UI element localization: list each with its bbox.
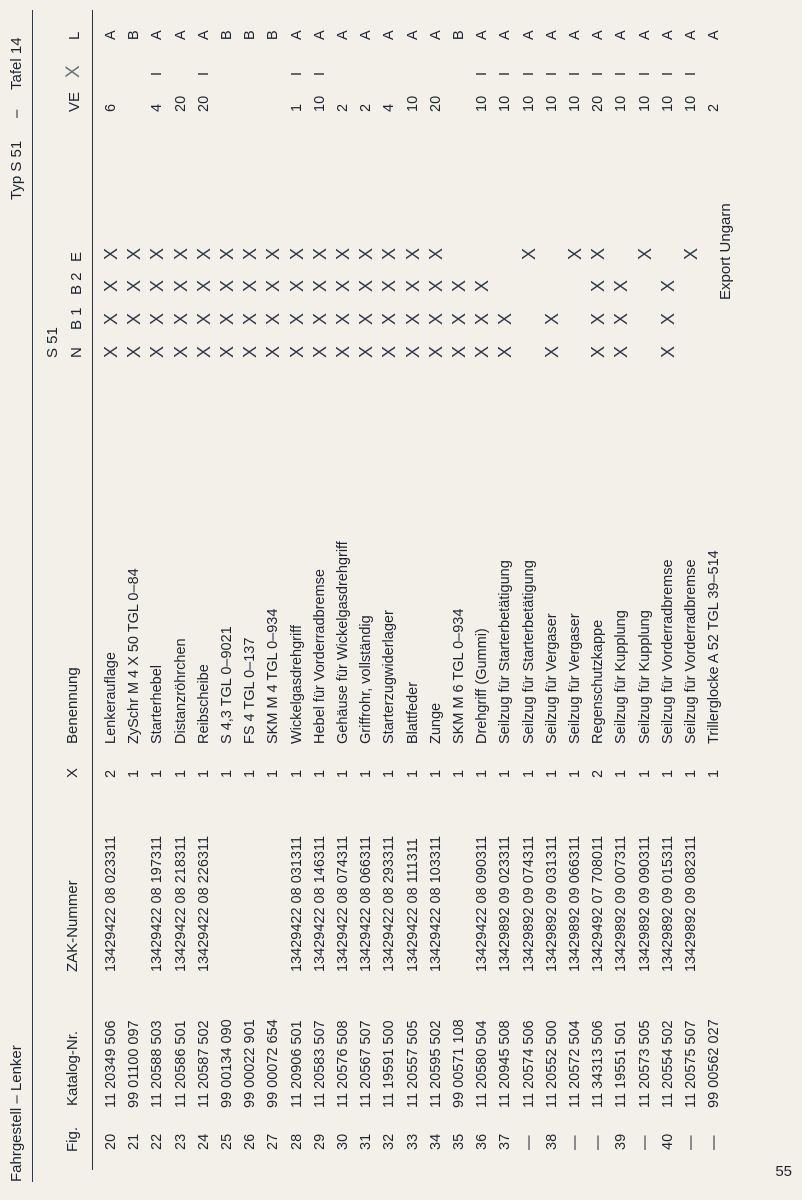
cell-ve: 10 [404, 95, 421, 112]
cell-name: Gehäuse für Wickelgasdrehgriff [335, 541, 351, 744]
variant-mark-e: X [193, 247, 214, 260]
cell-ve-marker: I [613, 71, 630, 76]
col-name: Benennung [64, 667, 81, 744]
cell-catalog-number: 99 00562 027 [706, 1019, 723, 1108]
cell-name: Reibscheibe [195, 664, 212, 744]
cell-ve: 10 [613, 95, 630, 112]
variant-mark-b2: X [170, 279, 191, 292]
cell-l: A [683, 30, 699, 40]
cell-fig: 39 [613, 1133, 630, 1150]
cell-catalog-number: 11 20554 502 [659, 1020, 676, 1108]
variant-mark-n: X [425, 345, 446, 358]
cell-zak-number: 13429422 08 218311 [172, 835, 189, 972]
footnote: Export Ungarn [717, 203, 734, 300]
cell-fig: 27 [265, 1133, 282, 1150]
variant-mark-e: X [356, 247, 377, 260]
cell-catalog-number: 11 20557 505 [404, 1020, 421, 1108]
variant-mark-e: X [286, 247, 307, 260]
cell-name: Zunge [427, 702, 444, 744]
variant-mark-b1: X [402, 312, 423, 325]
cell-l: A [288, 30, 305, 40]
cell-ve-marker: I [590, 71, 607, 76]
cell-zak-number: 13429422 08 197311 [149, 835, 166, 972]
cell-quantity: 1 [659, 769, 676, 778]
cell-quantity: 1 [683, 769, 699, 778]
cell-quantity: 1 [520, 769, 537, 778]
variant-mark-b1: X [657, 312, 678, 325]
variant-mark-n: X [402, 345, 423, 358]
variant-mark-b2: X [449, 279, 469, 292]
col-ve-x: X [63, 65, 84, 78]
variant-mark-b1: X [217, 312, 237, 325]
col-l: L [66, 31, 83, 40]
cell-quantity: 2 [590, 769, 607, 778]
page-number: 55 [775, 1163, 792, 1180]
cell-quantity: 1 [381, 769, 398, 778]
cell-ve-marker: I [567, 71, 583, 76]
cell-l: A [613, 30, 630, 40]
variant-mark-b2: X [193, 279, 214, 292]
cell-fig: — [520, 1135, 537, 1150]
cell-catalog-number: 11 20588 503 [149, 1020, 166, 1108]
variant-mark-b2: X [379, 279, 400, 292]
cell-catalog-number: 11 19551 501 [613, 1020, 630, 1108]
cell-quantity: 1 [126, 769, 143, 778]
variant-mark-b2: X [240, 279, 261, 292]
cell-quantity: 1 [172, 769, 189, 778]
cell-ve: 10 [474, 95, 491, 112]
variant-mark-b2: X [425, 279, 446, 292]
cell-ve: 10 [520, 95, 537, 112]
cell-name: Seilzug für Kupplung [636, 610, 653, 744]
cell-catalog-number: 11 20552 500 [543, 1020, 560, 1108]
cell-catalog-number: 11 20567 507 [358, 1020, 375, 1108]
variant-mark-b2: X [124, 279, 145, 292]
cell-catalog-number: 11 20587 502 [195, 1020, 212, 1108]
cell-quantity: 1 [288, 769, 305, 778]
variant-mark-b1: X [449, 312, 469, 325]
cell-ve: 1 [288, 103, 305, 112]
type-label: Typ S 51 [8, 140, 25, 200]
cell-name: Drehgriff (Gummi) [474, 628, 491, 744]
variant-mark-e: X [240, 247, 261, 260]
cell-quantity: 1 [195, 769, 212, 778]
cell-name: Hebel für Vorderradbremse [311, 569, 328, 744]
variant-mark-n: X [124, 345, 145, 358]
variant-mark-b1: X [170, 312, 191, 325]
cell-zak-number: 13429422 08 293311 [381, 835, 398, 972]
cell-name: ZySchr M 4 X 50 TGL 0–84 [126, 568, 143, 744]
variant-mark-b2: X [263, 279, 284, 292]
cell-ve: 10 [636, 95, 653, 112]
cell-ve: 10 [497, 95, 514, 112]
cell-quantity: 1 [474, 769, 491, 778]
col-zak: ZAK-Nummer [64, 880, 81, 972]
cell-quantity: 1 [242, 769, 259, 778]
col-variant-b2: B 2 [68, 272, 85, 295]
cell-fig: — [590, 1135, 607, 1150]
variant-mark-b2: X [309, 279, 330, 292]
cell-zak-number: 13429422 08 103311 [427, 835, 444, 972]
cell-l: A [335, 30, 351, 40]
cell-l: B [126, 30, 143, 40]
cell-quantity: 1 [636, 769, 653, 778]
cell-quantity: 1 [567, 769, 583, 778]
cell-name: Wickelgasdrehgriff [288, 624, 305, 744]
cell-zak-number: 13429892 09 031311 [543, 835, 560, 972]
cell-name: SKM M 6 TGL 0–934 [451, 608, 467, 744]
cell-fig: — [567, 1135, 583, 1150]
cell-zak-number: 13429892 09 015311 [659, 835, 676, 972]
cell-ve-marker: I [659, 71, 676, 76]
variant-mark-n: X [333, 345, 353, 358]
cell-name: Seilzug für Starterbetätigung [497, 560, 514, 744]
variant-mark-e: X [333, 247, 353, 260]
variant-mark-e: X [101, 247, 121, 260]
cell-quantity: 1 [404, 769, 421, 778]
col-fig: Fig. [64, 1126, 81, 1152]
variant-mark-b2: X [286, 279, 307, 292]
cell-fig: — [683, 1135, 699, 1150]
cell-l: A [497, 30, 514, 40]
variant-mark-e: X [681, 247, 701, 260]
cell-fig: 31 [358, 1133, 375, 1150]
cell-catalog-number: 11 20576 508 [335, 1020, 351, 1108]
cell-l: B [451, 30, 467, 40]
variant-mark-n: X [588, 345, 609, 358]
cell-ve: 10 [567, 95, 583, 112]
cell-ve: 10 [543, 95, 560, 112]
cell-zak-number: 13429892 09 023311 [497, 835, 514, 972]
cell-l: A [659, 30, 676, 40]
variant-mark-n: X [147, 345, 168, 358]
variant-mark-n: X [657, 345, 678, 358]
variant-mark-b1: X [356, 312, 377, 325]
cell-quantity: 1 [335, 769, 351, 778]
variant-mark-n: X [263, 345, 284, 358]
cell-catalog-number: 11 20583 507 [311, 1020, 328, 1108]
cell-ve: 20 [195, 95, 212, 112]
cell-fig: 21 [126, 1133, 143, 1150]
cell-catalog-number: 99 00072 654 [265, 1019, 282, 1108]
variant-mark-b1: X [333, 312, 353, 325]
cell-name: Blattfeder [404, 681, 421, 744]
cell-catalog-number: 11 20945 508 [497, 1020, 514, 1108]
variant-mark-n: X [356, 345, 377, 358]
variant-mark-e: X [309, 247, 330, 260]
variant-mark-e: X [124, 247, 145, 260]
cell-catalog-number: 11 20573 505 [636, 1020, 653, 1108]
cell-fig: 26 [242, 1133, 259, 1150]
cell-name: S 4,3 TGL 0–9021 [219, 626, 235, 744]
cell-ve-marker: I [149, 71, 166, 76]
header-rule [32, 10, 33, 1182]
variant-mark-n: X [240, 345, 261, 358]
col-model: S 51 [44, 327, 61, 358]
cell-l: A [381, 30, 398, 40]
cell-zak-number: 13429422 08 066311 [358, 835, 375, 972]
cell-quantity: 1 [497, 769, 514, 778]
cell-name: FS 4 TGL 0–137 [242, 637, 259, 744]
cell-l: A [149, 30, 166, 40]
col-variant-b1: B 1 [68, 307, 85, 330]
cell-name: Seilzug für Vorderradbremse [659, 559, 676, 744]
cell-ve-marker: I [474, 71, 491, 76]
variant-mark-b1: X [147, 312, 168, 325]
cell-ve: 4 [149, 103, 166, 112]
cell-catalog-number: 99 00571 108 [451, 1019, 467, 1108]
cell-l: A [520, 30, 537, 40]
cell-zak-number: 13429892 09 007311 [613, 835, 630, 972]
cell-quantity: 1 [613, 769, 630, 778]
variant-mark-e: X [147, 247, 168, 260]
cell-fig: 37 [497, 1133, 514, 1150]
cell-catalog-number: 11 20574 506 [520, 1020, 537, 1108]
cell-catalog-number: 11 34313 506 [590, 1020, 607, 1108]
cell-catalog-number: 99 00134 090 [219, 1019, 235, 1108]
cell-catalog-number: 11 20580 504 [474, 1020, 491, 1108]
cell-ve: 2 [706, 103, 723, 112]
variant-mark-b1: X [124, 312, 145, 325]
cell-ve: 10 [683, 95, 699, 112]
cell-zak-number: 13429892 09 090311 [636, 835, 653, 972]
cell-catalog-number: 11 20572 504 [567, 1020, 583, 1108]
variant-mark-n: X [101, 345, 121, 358]
cell-fig: 29 [311, 1133, 328, 1150]
cell-quantity: 1 [706, 769, 723, 778]
variant-mark-b1: X [425, 312, 446, 325]
cell-ve-marker: I [543, 71, 560, 76]
variant-mark-b1: X [193, 312, 214, 325]
cell-quantity: 2 [103, 769, 119, 778]
variant-mark-n: X [170, 345, 191, 358]
cell-ve: 20 [427, 95, 444, 112]
variant-mark-b1: X [309, 312, 330, 325]
variant-mark-b2: X [147, 279, 168, 292]
variant-mark-e: X [634, 247, 655, 260]
variant-mark-n: X [611, 345, 632, 358]
cell-name: Distanzröhrchen [172, 638, 189, 744]
cell-l: A [706, 30, 723, 40]
variant-mark-e: X [217, 247, 237, 260]
section-title: Fahrgestell – Lenker [8, 1045, 25, 1182]
variant-mark-e: X [565, 247, 585, 260]
cell-quantity: 1 [311, 769, 328, 778]
cell-name: Seilzug für Vorderradbremse [683, 559, 699, 744]
variant-mark-b1: X [588, 312, 609, 325]
variant-mark-n: X [193, 345, 214, 358]
cell-quantity: 1 [149, 769, 166, 778]
cell-ve-marker: I [497, 71, 514, 76]
cell-quantity: 1 [451, 769, 467, 778]
cell-fig: 40 [659, 1133, 676, 1150]
variant-mark-e: X [588, 247, 609, 260]
header-dash: – [8, 109, 25, 118]
variant-mark-b2: X [402, 279, 423, 292]
variant-mark-b1: X [286, 312, 307, 325]
col-variant-e: E [68, 251, 85, 262]
cell-quantity: 1 [427, 769, 444, 778]
cell-l: B [219, 30, 235, 40]
plate-label: Tafel 14 [8, 37, 25, 90]
cell-zak-number: 13429422 08 090311 [474, 835, 491, 972]
cell-l: A [311, 30, 328, 40]
cell-ve-marker: I [520, 71, 537, 76]
variant-mark-n: X [495, 345, 516, 358]
variant-mark-e: X [379, 247, 400, 260]
cell-name: Trillerglocke A 52 TGL 39–514 [706, 550, 723, 744]
cell-name: Regenschutzkappe [590, 619, 607, 744]
cell-quantity: 1 [358, 769, 375, 778]
variant-mark-b1: X [472, 312, 493, 325]
cell-l: A [404, 30, 421, 40]
cell-zak-number: 13429422 08 226311 [195, 835, 212, 972]
variant-mark-b1: X [495, 312, 516, 325]
cell-catalog-number: 99 01100 097 [126, 1020, 143, 1108]
variant-mark-b1: X [541, 312, 562, 325]
cell-zak-number: 13429422 08 031311 [288, 835, 305, 972]
cell-fig: 33 [404, 1133, 421, 1150]
cell-quantity: 1 [265, 769, 282, 778]
cell-zak-number: 13429892 09 074311 [520, 835, 537, 972]
cell-zak-number: 13429892 09 066311 [567, 835, 583, 972]
variant-mark-b1: X [101, 312, 121, 325]
cell-fig: 23 [172, 1133, 189, 1150]
variant-mark-b1: X [240, 312, 261, 325]
variant-mark-b1: X [263, 312, 284, 325]
variant-mark-b2: X [356, 279, 377, 292]
cell-fig: 34 [427, 1133, 444, 1150]
variant-mark-n: X [217, 345, 237, 358]
cell-ve-marker: I [683, 71, 699, 76]
cell-ve-marker: I [195, 71, 212, 76]
cell-l: A [567, 30, 583, 40]
variant-mark-n: X [541, 345, 562, 358]
cell-name: Seilzug für Kupplung [613, 610, 630, 744]
cell-l: A [590, 30, 607, 40]
variant-mark-n: X [379, 345, 400, 358]
cell-catalog-number: 11 20575 507 [683, 1020, 699, 1108]
variant-mark-e: X [518, 247, 539, 260]
variant-mark-e: X [425, 247, 446, 260]
cell-catalog-number: 11 20349 506 [103, 1020, 119, 1108]
cell-name: Seilzug für Starterbetätigung [520, 560, 537, 744]
cell-zak-number: 13429422 08 111311 [404, 838, 421, 972]
cell-ve-marker: I [311, 71, 328, 76]
cell-fig: 35 [451, 1133, 467, 1150]
cell-l: A [474, 30, 491, 40]
variant-mark-b2: X [588, 279, 609, 292]
variant-mark-e: X [170, 247, 191, 260]
cell-fig: 28 [288, 1133, 305, 1150]
cell-name: Starterhebel [149, 665, 166, 744]
cell-name: Seilzug für Vergaser [543, 613, 560, 744]
cell-catalog-number: 11 20906 501 [288, 1020, 305, 1108]
cell-ve: 10 [311, 95, 328, 112]
cell-fig: 25 [219, 1133, 235, 1150]
variant-mark-n: X [472, 345, 493, 358]
cell-l: A [543, 30, 560, 40]
variant-mark-e: X [263, 247, 284, 260]
cell-ve: 10 [659, 95, 676, 112]
cell-catalog-number: 99 00022 901 [242, 1019, 259, 1108]
variant-mark-b2: X [657, 279, 678, 292]
cell-fig: 32 [381, 1133, 398, 1150]
variant-mark-b1: X [611, 312, 632, 325]
cell-zak-number: 13429492 07 708011 [590, 835, 607, 972]
cell-fig: 20 [103, 1133, 119, 1150]
cell-fig: 36 [474, 1133, 491, 1150]
cell-catalog-number: 11 20586 501 [172, 1020, 189, 1108]
cell-l: A [172, 30, 189, 40]
col-ve: VE [66, 91, 83, 112]
cell-l: A [195, 30, 212, 40]
cell-zak-number: 13429422 08 023311 [103, 835, 119, 972]
cell-ve: 4 [381, 103, 398, 112]
cell-zak-number: 13429892 09 082311 [683, 835, 699, 972]
cell-fig: 30 [335, 1133, 351, 1150]
cell-name: Seilzug für Vergaser [567, 613, 583, 744]
variant-mark-b2: X [101, 279, 121, 292]
variant-mark-n: X [449, 345, 469, 358]
variant-mark-n: X [286, 345, 307, 358]
cell-zak-number: 13429422 08 146311 [311, 835, 328, 972]
cell-fig: 38 [543, 1133, 560, 1150]
cell-ve: 2 [335, 103, 351, 112]
cell-fig: 22 [149, 1133, 166, 1150]
cell-fig: — [636, 1135, 653, 1150]
cell-ve-marker: I [288, 71, 305, 76]
cell-l: A [358, 30, 375, 40]
table-header-rule [92, 10, 93, 1170]
cell-zak-number: 13429422 08 074311 [335, 835, 351, 972]
cell-ve: 6 [103, 103, 119, 112]
variant-mark-n: X [309, 345, 330, 358]
variant-mark-b1: X [379, 312, 400, 325]
cell-l: B [265, 30, 282, 40]
col-qty: X [64, 767, 81, 778]
cell-ve-marker: I [636, 71, 653, 76]
cell-ve: 2 [358, 103, 375, 112]
cell-catalog-number: 11 19591 500 [381, 1020, 398, 1108]
cell-fig: — [706, 1135, 723, 1150]
cell-quantity: 1 [219, 769, 235, 778]
cell-quantity: 1 [543, 769, 560, 778]
col-catalog: Katalog-Nr. [64, 1030, 81, 1106]
cell-name: Lenkerauflage [103, 652, 119, 744]
cell-l: A [636, 30, 653, 40]
variant-mark-b2: X [611, 279, 632, 292]
cell-name: SKM M 4 TGL 0–934 [265, 608, 282, 744]
cell-catalog-number: 11 20595 502 [427, 1020, 444, 1108]
variant-mark-b2: X [217, 279, 237, 292]
cell-l: A [427, 30, 444, 40]
cell-l: B [242, 30, 259, 40]
cell-name: Griffrohr, vollständig [358, 615, 375, 744]
cell-l: A [103, 30, 119, 40]
variant-mark-b2: X [472, 279, 493, 292]
cell-ve: 20 [172, 95, 189, 112]
col-variant-n: N [68, 347, 85, 358]
cell-ve: 20 [590, 95, 607, 112]
variant-mark-b2: X [333, 279, 353, 292]
cell-fig: 24 [195, 1133, 212, 1150]
cell-name: Starterzugwiderlager [381, 610, 398, 744]
variant-mark-e: X [402, 247, 423, 260]
